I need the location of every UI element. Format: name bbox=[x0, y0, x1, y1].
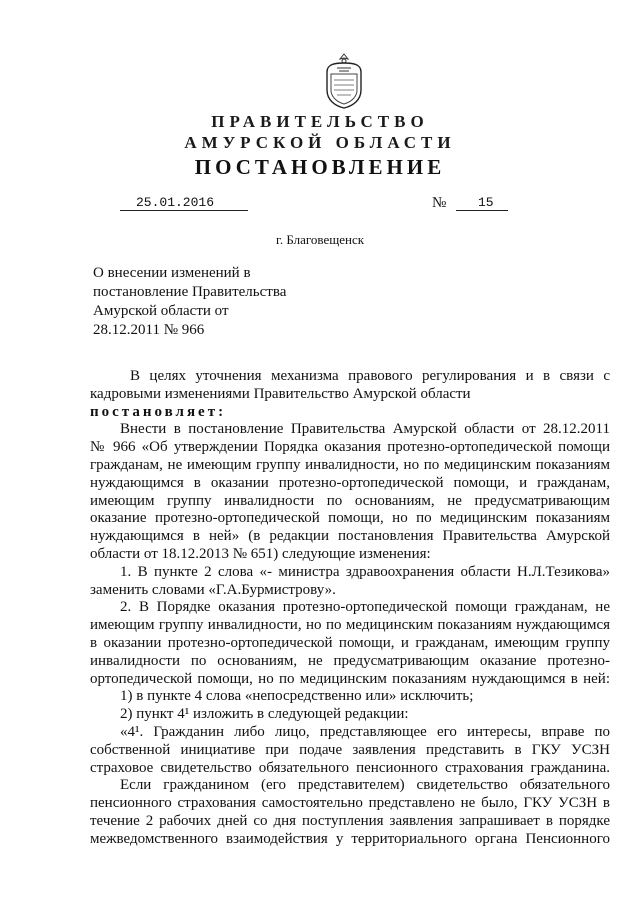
subject-line: постановление Правительства bbox=[93, 284, 287, 300]
body-line: гражданам, не имеющим группу инвалидности, но по медицинским показаниям bbox=[90, 456, 610, 473]
government-name-line2: АМУРСКОЙ ОБЛАСТИ bbox=[184, 133, 456, 152]
subject-line: 28.12.2011 № 966 bbox=[93, 322, 205, 338]
body-line: инвалидности по основаниям, не предусматривающим оказание протезно- bbox=[90, 652, 610, 669]
document-number: 15 bbox=[456, 195, 508, 211]
government-name-line1: ПРАВИТЕЛЬСТВО bbox=[211, 112, 429, 131]
body-line: Внести в постановление Правительства Амурской области от 28.12.2011 bbox=[120, 421, 610, 438]
body-line: «4¹. Гражданин либо лицо, представляющее его интересы, вправе по bbox=[120, 723, 610, 740]
subject-line: Амурской области от bbox=[93, 303, 229, 319]
document-date: 25.01.2016 bbox=[120, 195, 248, 211]
body-line: № 966 «Об утверждении Порядка оказания протезно-ортопедической помощи bbox=[90, 439, 610, 456]
body-line: течение 2 рабочих дней со дня поступления заявления запрашивает в порядке bbox=[90, 812, 610, 829]
body-line: имеющим группу инвалидности по основаниям, не предусматривающим bbox=[90, 492, 610, 509]
body-line: имеющим группу инвалидности, но по медицинским показаниям нуждающимся bbox=[90, 617, 610, 634]
body-line: 2) пункт 4¹ изложить в следующей редакции: bbox=[120, 706, 409, 723]
body-line: области от 18.12.2013 № 651) следующие изменения: bbox=[90, 545, 431, 562]
city-name: г. Благовещенск bbox=[275, 232, 365, 247]
body-line: страховое свидетельство обязательного пенсионного страхования гражданина. bbox=[90, 759, 610, 776]
body-line: собственной инициативе при подаче заявления представить в ГКУ УСЗН bbox=[90, 741, 610, 758]
number-label: № bbox=[432, 195, 447, 211]
body-line: 1) в пункте 4 слова «непосредственно или» исключить; bbox=[120, 688, 474, 705]
document-title: ПОСТАНОВЛЕНИЕ bbox=[194, 155, 446, 179]
body-line: оказание протезно-ортопедической помощи, но по медицинским показаниям bbox=[90, 510, 610, 527]
body-line: пенсионного страхования самостоятельно представлено не было, ГКУ УСЗН в bbox=[90, 795, 610, 812]
body-line: кадровыми изменениями Правительство Амурской области bbox=[90, 385, 471, 402]
body-line-decree: постановляет: bbox=[90, 403, 227, 420]
body-line: ортопедической помощи, но по медицинским показаниям нуждающимся в ней: bbox=[90, 670, 610, 687]
document-subject bbox=[93, 264, 353, 340]
body-line: нуждающимся в оказании протезно-ортопедической помощи, и гражданам, bbox=[90, 474, 610, 491]
body-line: нуждающимся в ней» (в редакции постановления Правительства Амурской bbox=[90, 528, 610, 545]
subject-line: О внесении изменений в bbox=[93, 265, 251, 281]
body-line: в оказании протезно-ортопедической помощи, и гражданам, имеющим группу bbox=[90, 634, 610, 651]
body-line: 1. В пункте 2 слова «- министра здравоохранения области Н.Л.Тезикова» bbox=[120, 563, 610, 580]
body-line: В целях уточнения механизма правового регулирования и в связи с bbox=[130, 368, 610, 384]
body-line: межведомственного взаимодействия у территориального органа Пенсионного bbox=[90, 830, 610, 847]
coat-of-arms-emblem bbox=[321, 50, 367, 110]
body-line: заменить словами «Г.А.Бурмистрову». bbox=[90, 581, 336, 598]
body-line: Если гражданином (его представителем) свидетельство обязательного bbox=[120, 777, 610, 794]
document-body bbox=[90, 368, 610, 849]
body-line: 2. В Порядке оказания протезно-ортопедической помощи гражданам, не bbox=[120, 599, 610, 616]
